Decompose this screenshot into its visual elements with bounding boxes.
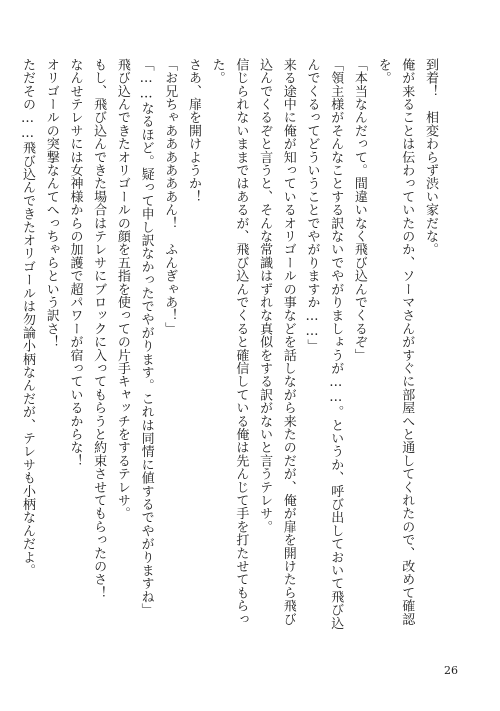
vertical-text-body [20, 58, 442, 630]
paragraph-5: 来る途中に俺が知っているオリゴールの事などを話しながら来たのだが、俺が扉を開けたら飛び込んでくるぞと言うと、そんな常識はずれな真似をする訳がないと言うテレサ。 [257, 58, 296, 626]
paragraph-10: 飛び込んできたオリゴールの顔を五指を使っての片手キャッチをするテレサ。 [114, 58, 130, 520]
paragraph-6: 信じられないままではあるが、飛び込んでくると確信している俺は先んじて手を打たせてもらった。 [209, 58, 249, 626]
paragraph-11: もし、飛び込んできた場合はテレサにブロックに入ってもらうと約束させてもらったのさ！ [91, 58, 107, 600]
page-number: 26 [444, 664, 458, 677]
paragraph-3: 「本当なんだって。間違いなく飛び込んでくるぞ」 [351, 58, 367, 362]
paragraph-7: さあ、扉を開けようか！ [185, 58, 201, 204]
paragraph-9: 「……なるほど。疑って申し訳なかったでやがります。これは同情に値するでやがりますね」 [138, 58, 154, 617]
paragraph-14: ただその……飛び込んできたオリゴールは勿論小柄なんだが、テレサも小柄なんだよ。 [20, 58, 36, 577]
paragraph-12: なんせテレサには女神様からの加護で超パワーが宿っているからな！ [67, 58, 83, 468]
paragraph-4: 「領主様がそんなことする訳ないでやがりましょうが……。というか、呼び出しておいて飛び込んでくるってどういうことでやがりますか……」 [304, 58, 344, 630]
paragraph-2: 俺が来ることは伝わっていたのか、ソーマさんがすぐに部屋へと通してくれたので、改めて確認を。 [375, 58, 415, 626]
paragraph-8: 「お兄ちゃああああああん！ ふんぎゃあ！」 [162, 58, 178, 336]
paragraph-1: 到着！ 相変わらず渋い家だな。 [423, 58, 438, 256]
paragraph-13: オリゴールの突撃なんてへっちゃらという訳さ！ [43, 58, 59, 349]
